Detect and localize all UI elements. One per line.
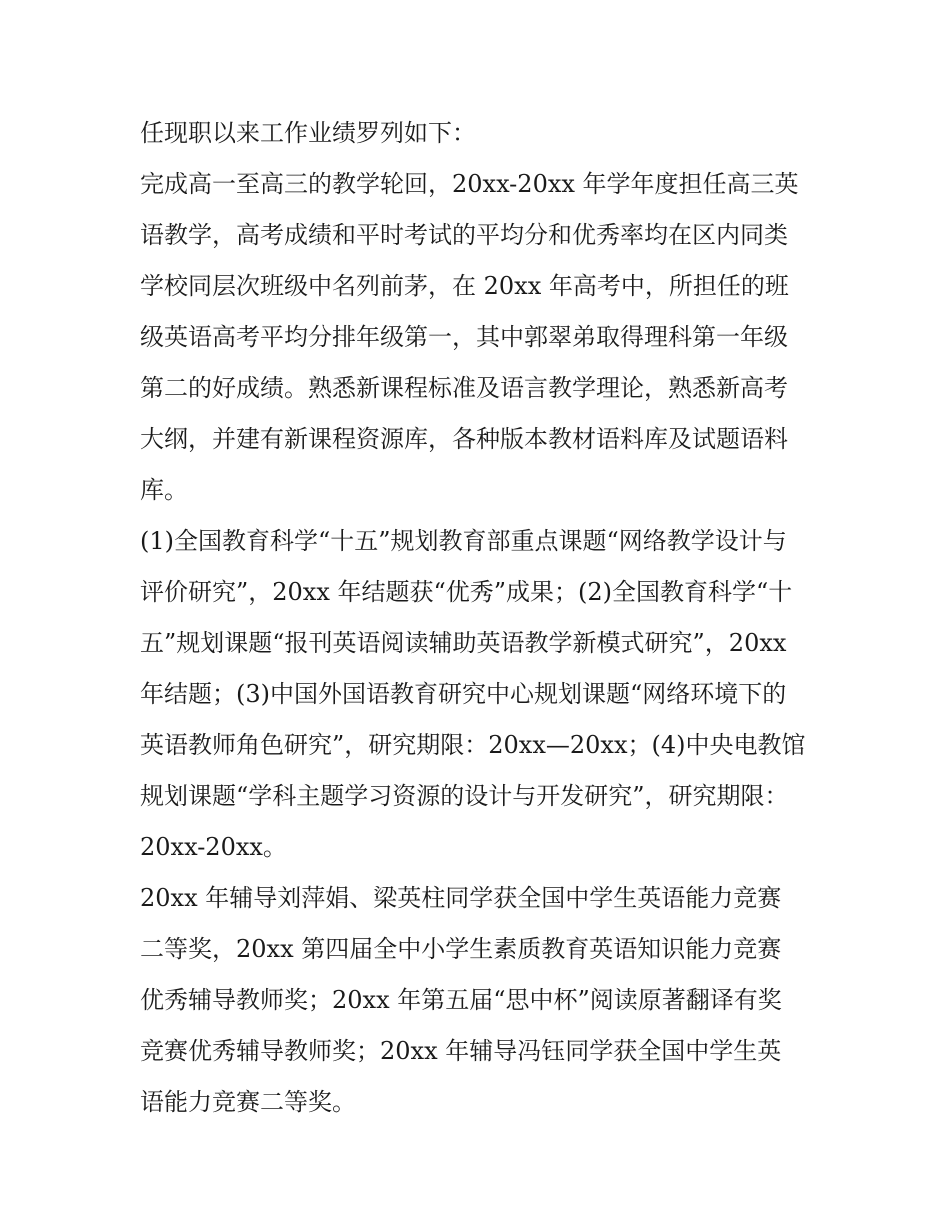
text-line: 20xx-20xx。 (140, 833, 287, 861)
text-line: 年结题；(3)中国外国语教育研究中心规划课题“网络环境下的 (140, 680, 787, 708)
paragraph-intro (140, 108, 820, 159)
text-line: 级英语高考平均分排年级第一，其中郭翠弟取得理科第一年级 (140, 323, 788, 351)
text-line: 英语教师角色研究”，研究期限：20xx—20xx；(4)中央电教馆 (140, 731, 806, 759)
paragraph-teaching (140, 159, 820, 516)
text-line: 语能力竞赛二等奖。 (140, 1088, 356, 1116)
text-line: 规划课题“学科主题学习资源的设计与开发研究”，研究期限： (140, 782, 789, 810)
text-line: 竞赛优秀辅导教师奖；20xx 年辅导冯钰同学获全国中学生英 (140, 1037, 782, 1065)
text-line: (1)全国教育科学“十五”规划教育部重点课题“网络教学设计与 (140, 527, 787, 555)
text-line: 任现职以来工作业绩罗列如下： (140, 119, 476, 147)
document-body (140, 108, 820, 1128)
text-line: 二等奖，20xx 第四届全中小学生素质教育英语知识能力竞赛 (140, 935, 782, 963)
text-line: 第二的好成绩。熟悉新课程标准及语言教学理论，熟悉新高考 (140, 374, 788, 402)
paragraph-research (140, 516, 820, 873)
text-line: 库。 (140, 476, 188, 504)
text-line: 评价研究”，20xx 年结题获“优秀”成果；(2)全国教育科学“十 (140, 578, 793, 606)
paragraph-awards (140, 873, 820, 1128)
text-line: 20xx 年辅导刘萍娟、梁英柱同学获全国中学生英语能力竞赛 (140, 884, 782, 912)
text-line: 完成高一至高三的教学轮回，20xx-20xx 年学年度担任高三英 (140, 170, 799, 198)
text-line: 语教学，高考成绩和平时考试的平均分和优秀率均在区内同类 (140, 221, 788, 249)
text-line: 五”规划课题“报刊英语阅读辅助英语教学新模式研究”，20xx (140, 629, 787, 657)
text-line: 大纲，并建有新课程资源库，各种版本教材语料库及试题语料 (140, 425, 788, 453)
text-line: 优秀辅导教师奖；20xx 年第五届“思中杯”阅读原著翻译有奖 (140, 986, 782, 1014)
text-line: 学校同层次班级中名列前茅，在 20xx 年高考中，所担任的班 (140, 272, 789, 300)
